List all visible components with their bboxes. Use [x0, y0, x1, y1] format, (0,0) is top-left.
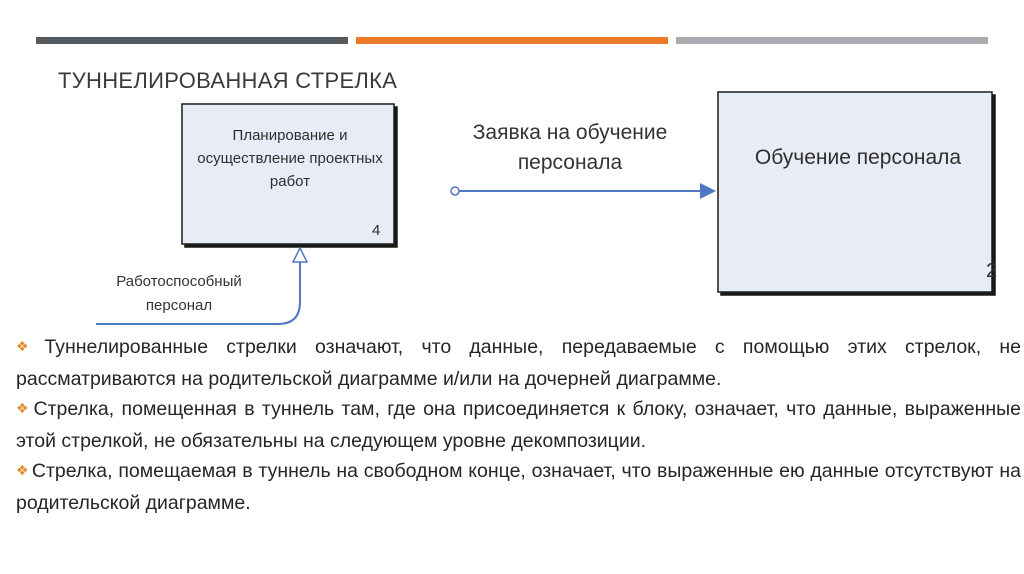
diamond-bullet-icon: ❖ — [16, 338, 42, 354]
function-box-training — [718, 92, 992, 292]
arrowhead-icon — [700, 183, 716, 199]
bullet-item — [16, 332, 1021, 394]
arrow-personnel-label: Работоспособный персонал — [116, 273, 242, 314]
diamond-bullet-icon: ❖ — [16, 400, 31, 416]
bullet-text: Стрелка, помещаемая в туннель на свободном конце, означает, что выраженные ею данные отсутствуют на родительской диаграмме. — [16, 460, 1021, 514]
tunnel-start-circle — [451, 187, 459, 195]
tunnel-arrowhead-icon — [293, 248, 307, 262]
arrow-request-label: Заявка на обучение персонала — [472, 121, 668, 174]
bullet-text: Стрелка, помещенная в туннель там, где она присоединяется к блоку, означает, что данные, выраженные этой стрелкой, не обязательны на следующем уровне декомпозиции. — [16, 398, 1021, 452]
box-planning-label: Планирование и осуществление проектных работ — [197, 127, 383, 190]
slide-title: ТУННЕЛИРОВАННАЯ СТРЕЛКА — [58, 68, 398, 93]
bullet-text: Туннелированные стрелки означают, что данные, передаваемые с помощью этих стрелок, не рассматриваются на родительской диаграмме и/или на дочерней диаграмме. — [16, 336, 1021, 390]
bullet-list — [16, 332, 1021, 518]
box-training-label: Обучение персонала — [754, 146, 962, 169]
box-planning-number: 4 — [372, 222, 381, 239]
tunneled-arrow-request — [451, 183, 716, 199]
box-training-number: 2 — [986, 260, 998, 282]
diamond-bullet-icon: ❖ — [16, 462, 29, 478]
bullet-item — [16, 456, 1021, 518]
bullet-item — [16, 394, 1021, 456]
